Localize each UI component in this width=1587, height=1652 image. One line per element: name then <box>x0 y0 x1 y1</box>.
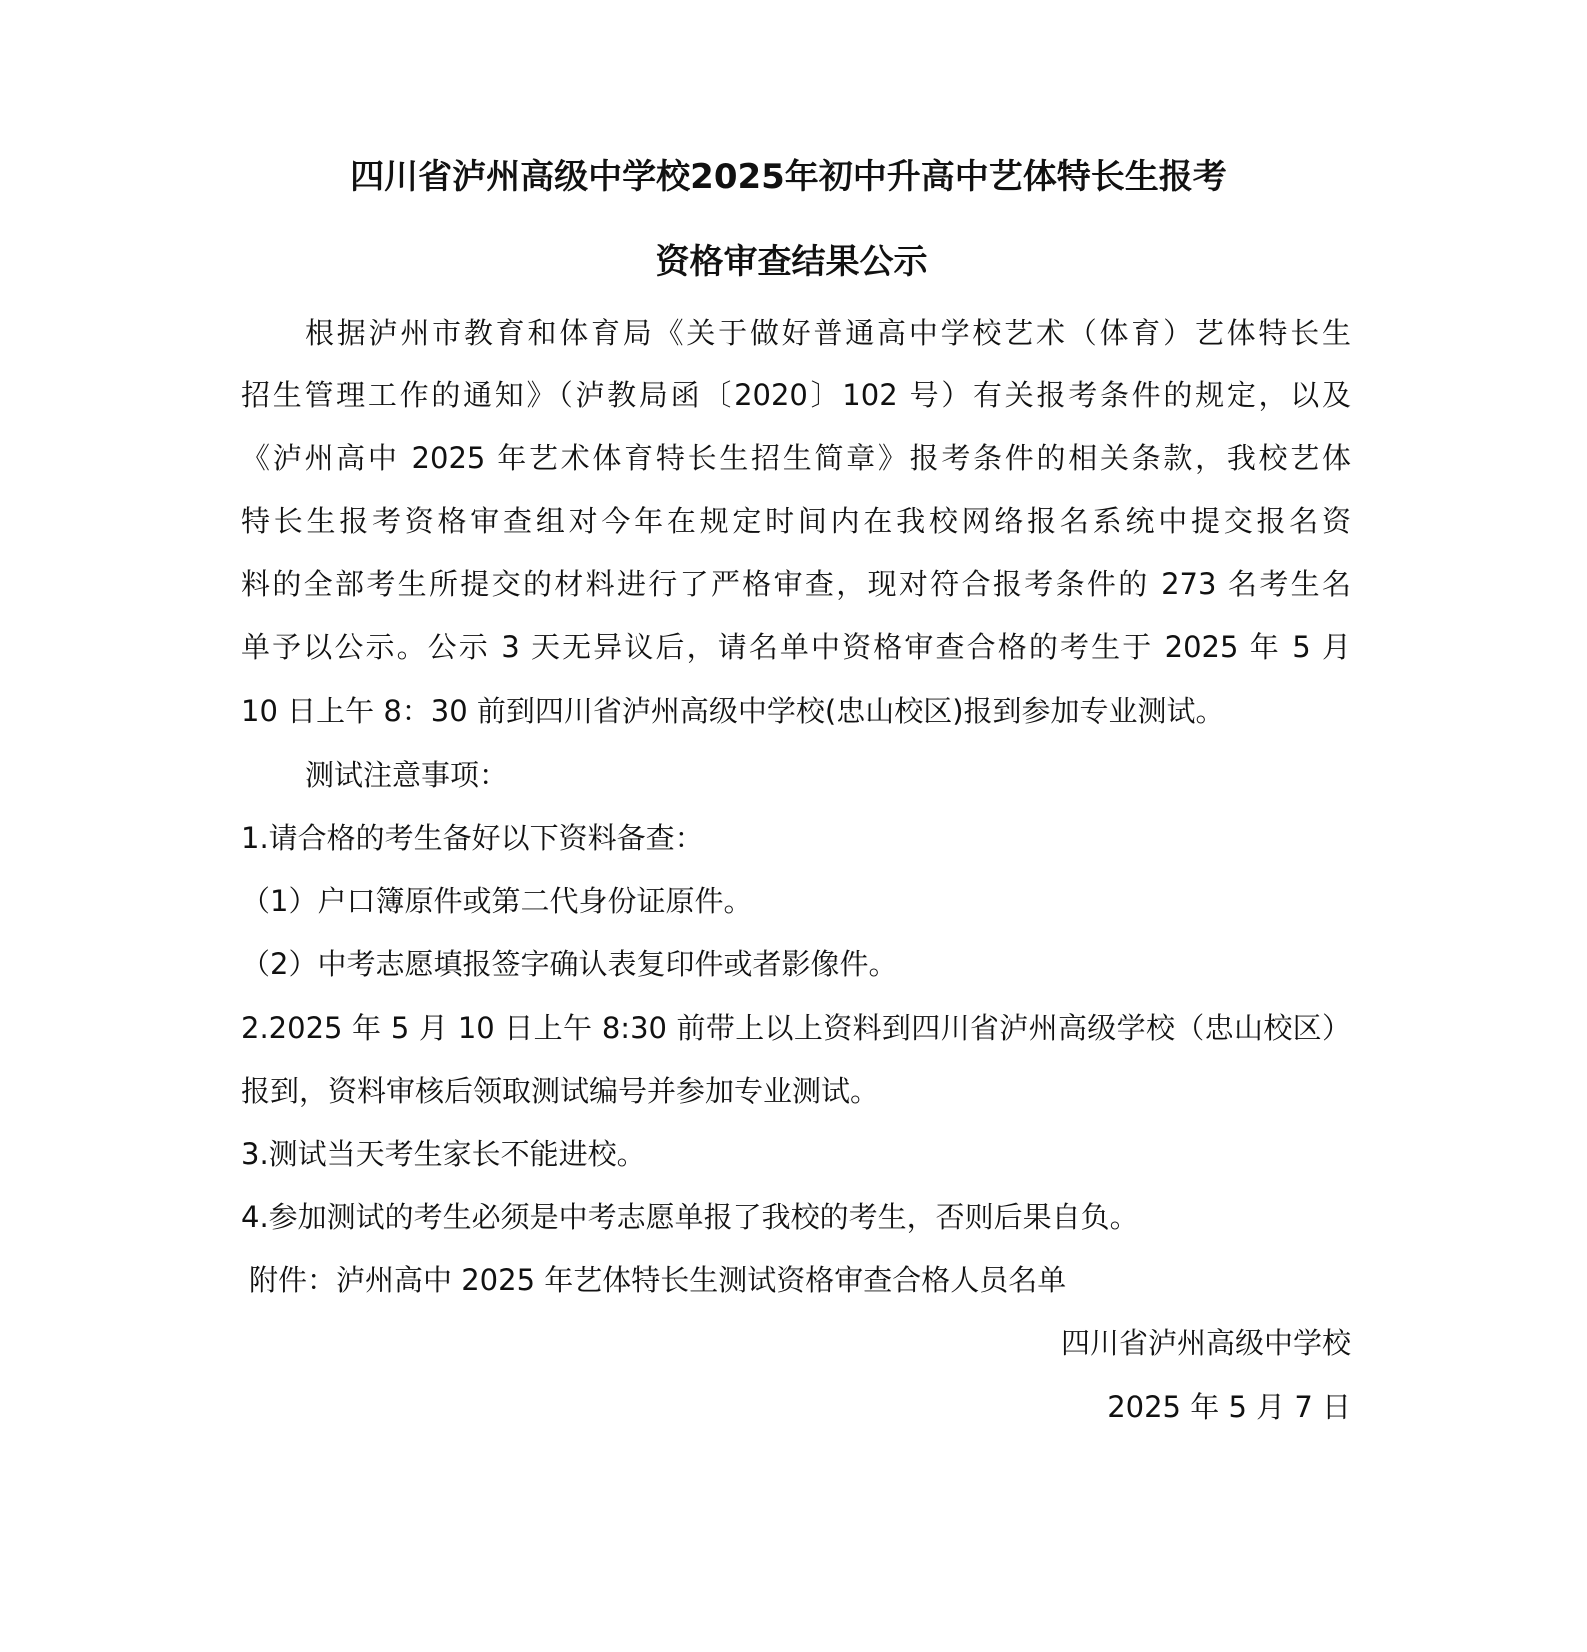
signature-date: 2025 年 5 月 7 日 <box>1107 1390 1351 1424</box>
note-item-4: 4.参加测试的考生必须是中考志愿单报了我校的考生，否则后果自负。 <box>241 1200 1139 1234</box>
note-item-1-sub-2: （2）中考志愿填报签字确认表复印件或者影像件。 <box>241 947 898 981</box>
paragraph-line: 特长生报考资格审查组对今年在规定时间内在我校网络报名系统中提交报名资 <box>241 504 1351 538</box>
paragraph-line: 《泸州高中 2025 年艺术体育特长生招生简章》报考条件的相关条款，我校艺体 <box>241 441 1351 475</box>
note-item-1-sub-1: （1）户口簿原件或第二代身份证原件。 <box>241 884 753 918</box>
paragraph-line: 10 日上午 8：30 前到四川省泸州高级中学校(忠山校区)报到参加专业测试。 <box>241 694 1225 728</box>
note-item-1: 1.请合格的考生备好以下资料备查： <box>241 821 704 855</box>
paragraph-line: 招生管理工作的通知》（泸教局函〔2020〕102 号）有关报考条件的规定，以及 <box>241 378 1351 412</box>
paragraph-line: 根据泸州市教育和体育局《关于做好普通高中学校艺术（体育）艺体特长生 <box>305 316 1351 350</box>
note-item-2-line-2: 报到，资料审核后领取测试编号并参加专业测试。 <box>241 1074 880 1108</box>
document-title-line-1: 四川省泸州高级中学校2025年初中升高中艺体特长生报考 <box>350 157 1227 197</box>
paragraph-line: 料的全部考生所提交的材料进行了严格审查，现对符合报考条件的 273 名考生名 <box>241 567 1351 601</box>
attachment-note: 附件：泸州高中 2025 年艺体特长生测试资格审查合格人员名单 <box>249 1263 1067 1297</box>
signature-school: 四川省泸州高级中学校 <box>1060 1326 1351 1360</box>
note-item-2-line-1: 2.2025 年 5 月 10 日上午 8:30 前带上以上资料到四川省泸州高级学校（忠山校区） <box>241 1011 1351 1045</box>
note-item-3: 3.测试当天考生家长不能进校。 <box>241 1137 646 1171</box>
document-title-line-2: 资格审查结果公示 <box>655 242 928 282</box>
notes-heading: 测试注意事项： <box>305 758 509 792</box>
paragraph-line: 单予以公示。公示 3 天无异议后，请名单中资格审查合格的考生于 2025 年 5 月 <box>241 630 1351 664</box>
